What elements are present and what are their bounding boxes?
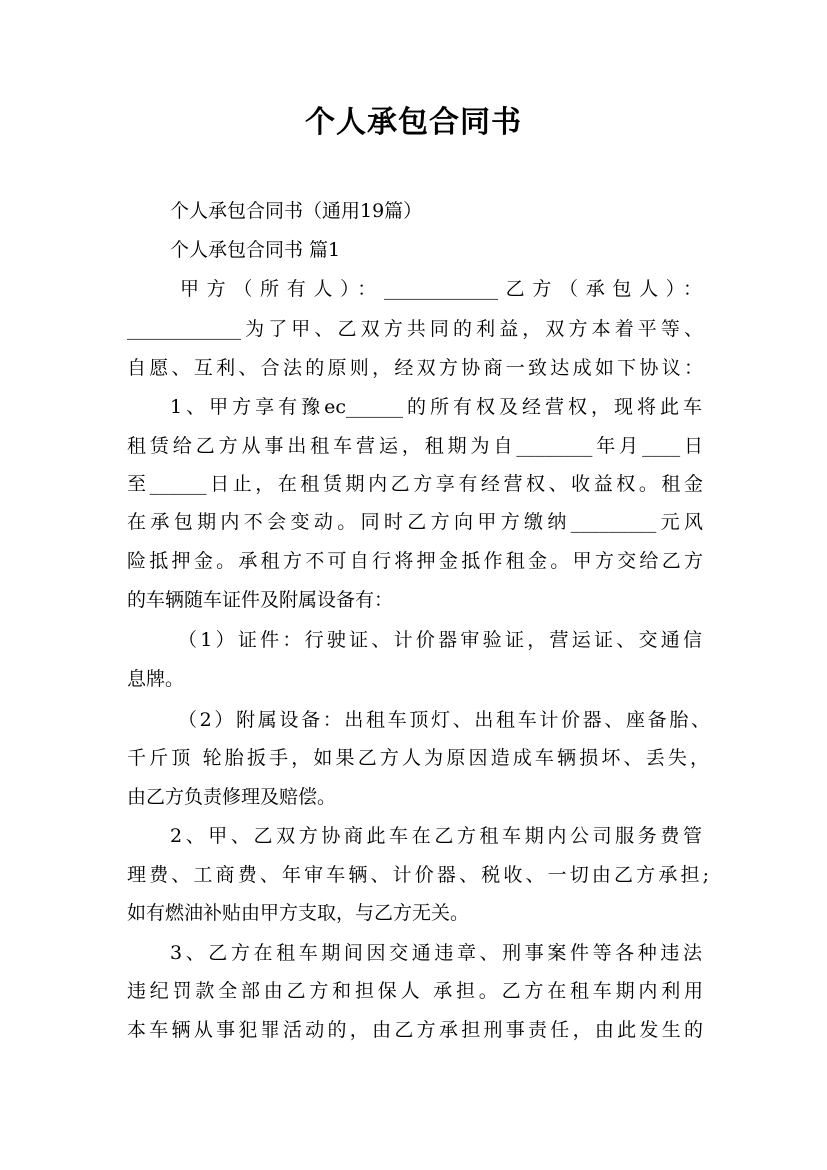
body-line: （1）证件：行驶证、计价器审验证，营运证、交通信 (178, 629, 702, 651)
body-line: （2）附属设备：出租车顶灯、出租车计价器、座备胎、 (178, 709, 710, 731)
body-line: 息牌。 (127, 668, 185, 690)
body-line: 如有燃油补贴由甲方支取，与乙方无关。 (127, 902, 470, 924)
body-line: ____________为了甲、乙双方共同的利益，双方本着平等、 (127, 318, 703, 340)
document-title: 个人承包合同书 (305, 105, 522, 140)
document-subtitle: 个人承包合同书（通用19篇） (170, 200, 423, 222)
body-line: 千斤顶 轮胎扳手，如果乙方人为原因造成车辆损坏、丢失， (127, 747, 709, 769)
body-line: 本车辆从事犯罪活动的，由乙方承担刑事责任，由此发生的 (127, 1019, 703, 1041)
body-line: 租赁给乙方从事出租车营运，租期为自________年月____日 (127, 435, 703, 457)
body-line: 甲方（所有人）：____________乙方（承包人）： (180, 278, 702, 300)
body-line: 由乙方负责修理及赔偿。 (127, 786, 337, 808)
body-line: 理费、工商费、年审车辆、计价器、税收、一切由乙方承担; (127, 864, 709, 886)
body-line: 的车辆随车证件及附属设备有： (127, 589, 394, 611)
body-line: 1、甲方享有豫ec______的所有权及经营权，现将此车 (170, 396, 702, 418)
body-line: 自愿、互利、合法的原则，经双方协商一致达成如下协议： (127, 357, 703, 379)
section-heading: 个人承包合同书 篇1 (170, 239, 341, 261)
body-line: 违纪罚款全部由乙方和担保人 承担。乙方在租车期内利用 (127, 980, 703, 1002)
body-line: 3、乙方在租车期间因交通违章、刑事案件等各种违法 (170, 942, 702, 964)
body-line: 2、甲、乙双方协商此车在乙方租车期内公司服务费管 (170, 825, 702, 847)
body-line: 在承包期内不会变动。同时乙方向甲方缴纳_________元风 (127, 511, 703, 533)
body-line: 险抵押金。承租方不可自行将押金抵作租金。甲方交给乙方 (127, 550, 703, 572)
body-line: 至______日止，在租赁期内乙方享有经营权、收益权。租金 (127, 473, 703, 495)
